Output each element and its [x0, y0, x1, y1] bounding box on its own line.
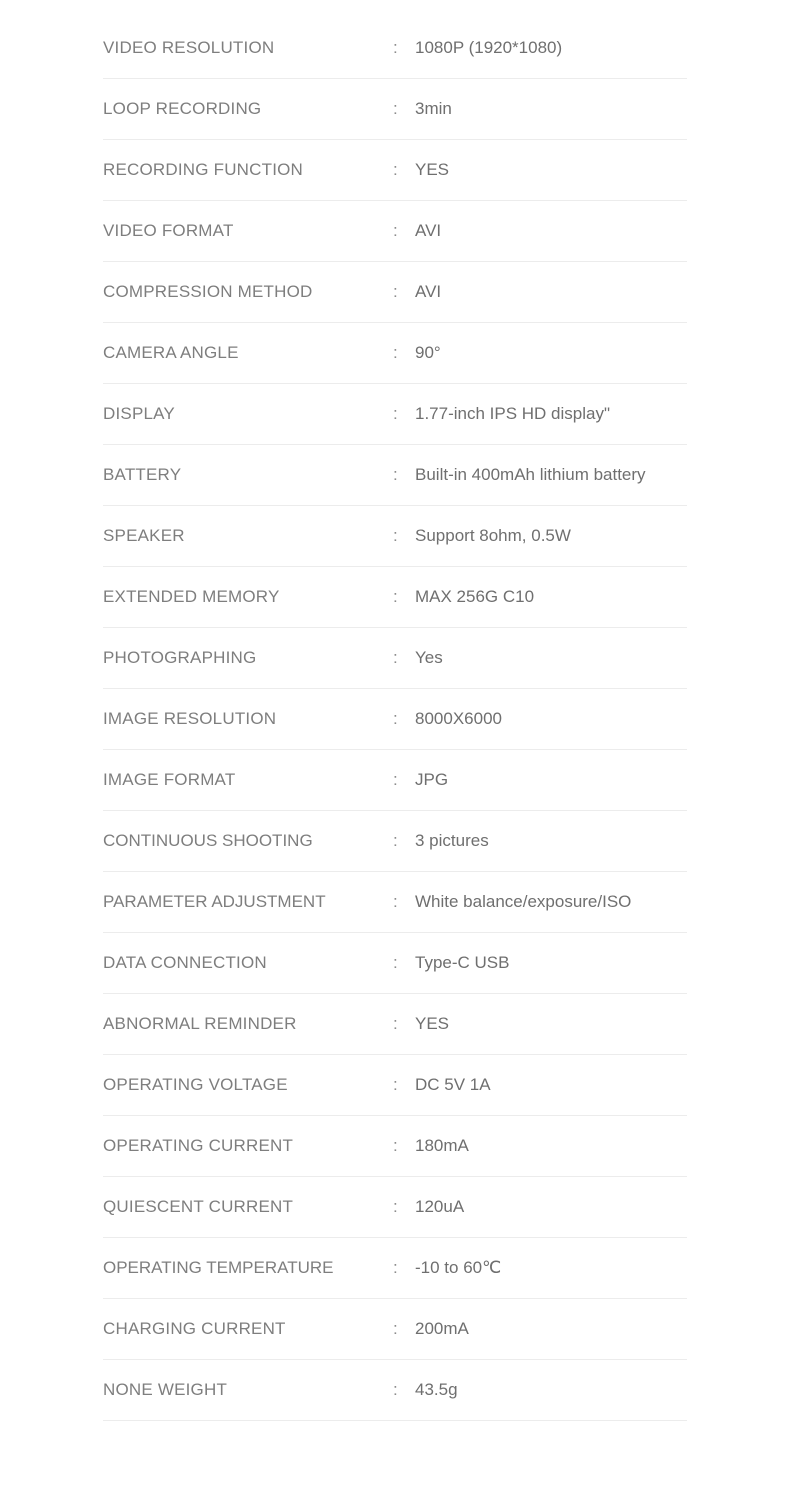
spec-value: YES [415, 160, 450, 179]
spec-value: -10 to 60℃ [415, 1258, 502, 1277]
spec-separator: : [393, 465, 398, 484]
table-row [103, 811, 687, 872]
spec-value: YES [415, 1014, 450, 1033]
spec-label: CONTINUOUS SHOOTING [103, 831, 313, 850]
table-row [103, 567, 687, 628]
spec-value: MAX 256G C10 [415, 587, 535, 606]
spec-separator: : [393, 1136, 398, 1155]
spec-separator: : [393, 1197, 398, 1216]
spec-separator: : [393, 404, 398, 423]
spec-separator: : [393, 1014, 398, 1033]
table-row [103, 1238, 687, 1299]
spec-separator: : [393, 343, 398, 362]
spec-separator: : [393, 953, 398, 972]
spec-separator: : [393, 282, 398, 301]
spec-value: 1080P (1920*1080) [415, 38, 563, 57]
table-row [103, 201, 687, 262]
table-row [103, 994, 687, 1055]
spec-separator: : [393, 160, 398, 179]
spec-value: Type-C USB [415, 953, 510, 972]
spec-value: 3 pictures [415, 831, 489, 850]
spec-separator: : [393, 526, 398, 545]
table-row [103, 933, 687, 994]
spec-separator: : [393, 648, 398, 667]
spec-value: Support 8ohm, 0.5W [415, 526, 571, 545]
table-row [103, 79, 687, 140]
spec-value: 3min [415, 99, 452, 118]
table-row [103, 140, 687, 201]
table-row [103, 1177, 687, 1238]
spec-value: 180mA [415, 1136, 469, 1155]
table-row [103, 262, 687, 323]
spec-value: DC 5V 1A [415, 1075, 491, 1094]
spec-value: 43.5g [415, 1380, 458, 1399]
table-row [103, 506, 687, 567]
spec-label: IMAGE FORMAT [103, 770, 236, 789]
table-row [103, 872, 687, 933]
spec-label: PHOTOGRAPHING [103, 648, 257, 667]
spec-separator: : [393, 831, 398, 850]
spec-separator: : [393, 892, 398, 911]
table-row [103, 1299, 687, 1360]
spec-value: 90° [415, 343, 441, 362]
spec-value: 8000X6000 [415, 709, 502, 728]
spec-label: NONE WEIGHT [103, 1380, 228, 1399]
table-row [103, 750, 687, 811]
spec-separator: : [393, 1258, 398, 1277]
spec-separator: : [393, 1075, 398, 1094]
spec-label: EXTENDED MEMORY [103, 587, 280, 606]
table-row [103, 1055, 687, 1116]
spec-value: JPG [415, 770, 449, 789]
spec-label: CAMERA ANGLE [103, 343, 239, 362]
spec-separator: : [393, 1319, 398, 1338]
table-row [103, 323, 687, 384]
spec-separator: : [393, 221, 398, 240]
table-row [103, 1116, 687, 1177]
spec-label: VIDEO FORMAT [103, 221, 234, 240]
spec-label: ABNORMAL REMINDER [103, 1014, 297, 1033]
spec-value: Built-in 400mAh lithium battery [415, 465, 646, 484]
spec-label: CHARGING CURRENT [103, 1319, 286, 1338]
spec-label: RECORDING FUNCTION [103, 160, 304, 179]
table-row [103, 689, 687, 750]
spec-label: IMAGE RESOLUTION [103, 709, 277, 728]
table-row [103, 18, 687, 79]
spec-value: 120uA [415, 1197, 465, 1216]
table-row [103, 445, 687, 506]
spec-separator: : [393, 1380, 398, 1399]
spec-label: PARAMETER ADJUSTMENT [103, 892, 326, 911]
spec-separator: : [393, 587, 398, 606]
spec-value: AVI [415, 221, 442, 240]
spec-label: OPERATING CURRENT [103, 1136, 294, 1155]
spec-label: COMPRESSION METHOD [103, 282, 313, 301]
spec-value: AVI [415, 282, 442, 301]
table-row [103, 1360, 687, 1421]
spec-value: White balance/exposure/ISO [415, 892, 632, 911]
spec-separator: : [393, 770, 398, 789]
spec-separator: : [393, 709, 398, 728]
spec-value: 200mA [415, 1319, 469, 1338]
spec-label: VIDEO RESOLUTION [103, 38, 275, 57]
spec-separator: : [393, 99, 398, 118]
spec-value: Yes [415, 648, 443, 667]
spec-label: QUIESCENT CURRENT [103, 1197, 294, 1216]
spec-label: LOOP RECORDING [103, 99, 262, 118]
table-row [103, 384, 687, 445]
table-row [103, 628, 687, 689]
spec-label: DISPLAY [103, 404, 175, 423]
spec-separator: : [393, 38, 398, 57]
spec-label: BATTERY [103, 465, 182, 484]
spec-value: 1.77-inch IPS HD display" [415, 404, 611, 423]
spec-label: SPEAKER [103, 526, 185, 545]
spec-label: OPERATING VOLTAGE [103, 1075, 288, 1094]
spec-label: DATA CONNECTION [103, 953, 267, 972]
spec-label: OPERATING TEMPERATURE [103, 1258, 334, 1277]
